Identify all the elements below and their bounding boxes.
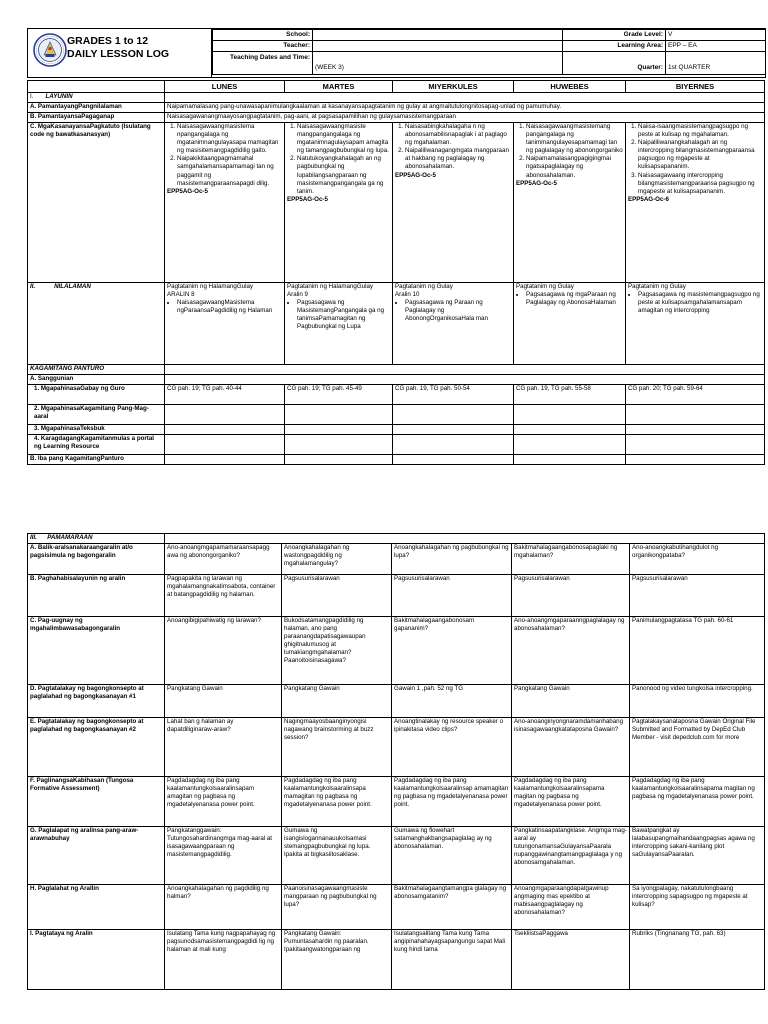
pamamaraan-number: III. — [30, 534, 37, 541]
table-cell[interactable]: Pagtalakaysanataposna Gawain Original File Submitted and Formatted by DepEd Club Member - visit depedclub.com for more — [630, 718, 765, 777]
talakayan-1-label: D. Pagtatalakay ng bagongkonsepto at paglalahad ng bagongkasanayan #1 — [28, 685, 165, 718]
table-cell[interactable]: Nagingmaayosbaanginyongisi nagawang brainstorming at buzz session? — [282, 718, 392, 777]
learning-area-label: Learning Area: — [563, 41, 666, 52]
kasanayan-item: 1. Naisasabingkahalagaha n ng abonosamabilisnapaglak i at paglago ng mgahalaman. — [405, 123, 511, 147]
table-cell[interactable]: Panonood ng video tungkolsa intercropping. — [630, 685, 765, 718]
competency-code: EPP5AG-Oc-5 — [287, 195, 328, 203]
sanggunian-blank — [165, 375, 765, 385]
gabay-guro-biyernes[interactable]: CG pah. 20; TG pah. 59-64 — [626, 385, 765, 405]
kasanayan-cell-huwebes[interactable] — [514, 123, 626, 283]
table-cell[interactable]: Anoangkahalagahan ng pagdidilig ng halman? — [165, 885, 282, 930]
layunin-ng-aralin-label: B. Paghahabisalayunin ng aralin — [28, 575, 165, 617]
kasanayan-item: 3. Naisasagawaang intercropping bilangmasistemangparaansa pagsugpo ng mgapeste at kulisapsapananim. — [638, 172, 762, 196]
grade-level-label: Grade Level: — [563, 30, 666, 41]
table-cell[interactable]: Ano-anoanginyongnaramdamanhabang isinasagawaangkatataposna Gawain? — [512, 718, 630, 777]
pamantayan-pagaganap-label: B. PamantayansaPagaganap — [28, 113, 165, 123]
table-cell[interactable]: Anoangibigipahiwatig ng larawan? — [165, 617, 282, 685]
nilalaman-heading — [28, 283, 165, 365]
form-title-line1: GRADES 1 to 12 — [67, 35, 149, 47]
gabay-guro-martes[interactable]: CG pah. 19; TG pah. 45-49 — [285, 385, 393, 405]
dll-header — [27, 28, 766, 78]
layunin-ng-aralin-row — [28, 575, 765, 617]
competency-code: EPP5AG-Oc-6 — [628, 195, 669, 203]
table-cell[interactable]: Panimulangpagtatasa TG pah. 60-61 — [630, 617, 765, 685]
teksbuk-label: 3. MgapahinasaTeksbuk — [28, 425, 165, 435]
gabay-guro-lunes[interactable]: CG pah. 19; TG pah. 40-44 — [165, 385, 285, 405]
paglalapat-row — [28, 827, 765, 885]
kasanayan-cell-biyernes[interactable] — [626, 123, 765, 283]
form-title-line2: DAILY LESSON LOG — [67, 48, 170, 60]
kabihasan-label: F. PaglinangsaKabihasan (Tungosa Formative Assessment) — [28, 777, 165, 827]
layunin-heading-row — [28, 93, 765, 103]
table-cell[interactable] — [165, 405, 285, 425]
kasanayan-label: C. MgaKasanayansaPagkatuto (Isulatang code ng bawatkasanasyan) — [28, 123, 165, 283]
paglalapat-label: G. Paglalapat ng aralinsa pang-araw-arawnabuhay — [28, 827, 165, 885]
kagamitang-mag-aaral-label: 2. MgapahinasaKagamitang Pang-Mag-aaral — [28, 405, 165, 425]
nilalaman-line: ARALIN 8 — [167, 291, 195, 299]
table-cell[interactable]: Lahat ban g halaman ay dapatdiliginaraw-araw? — [165, 718, 282, 777]
layunin-heading-blank — [165, 93, 765, 103]
table-cell[interactable]: Gumawa ng flowehart satamanghakbangsapaglalag ay ng abonosahalaman. — [392, 827, 512, 885]
nilalaman-cell-miyerkules[interactable] — [393, 283, 514, 365]
nilalaman-line: Pagtatanim ng Gulay — [516, 283, 574, 290]
table-cell[interactable] — [514, 405, 626, 425]
form-title — [67, 35, 169, 61]
day-header-huwebes: HUWEBES — [514, 81, 626, 93]
table-cell[interactable]: Ano-anoangmgapamamaraansapagg awa ng abonongorganiko? — [165, 544, 282, 575]
table-cell[interactable]: Ano-anoangkabutihangdulot ng organikongpataba? — [630, 544, 765, 575]
table-cell[interactable] — [514, 435, 626, 455]
kabihasan-row — [28, 777, 765, 827]
iba-pang-kagamitan-row — [28, 455, 765, 465]
table-cell[interactable]: Pagdadagdag ng iba pang kaalamantungkolsaaralinsapama magitan ng pagbasa ng mgadetalyenanasa power point. — [630, 777, 765, 827]
grade-level-value[interactable]: V — [666, 30, 766, 41]
nilalaman-cell-huwebes[interactable] — [514, 283, 626, 365]
table-cell[interactable]: Pagdadagdag ng iba pang kaalamantungkolsaaralinsap amamagitan ng pagbasa ng mgadetalyenanasa power point. — [392, 777, 512, 827]
table-cell[interactable]: Bakitmahalagaangtamangpa glalagay ng abonosamgatanim? — [392, 885, 512, 930]
balik-aral-row — [28, 544, 765, 575]
layunin-heading — [28, 93, 165, 103]
nilalaman-number: II. — [30, 283, 36, 290]
pamamaraan-title: PAMAMARAAN — [47, 534, 93, 541]
nilalaman-line: Pagtatanim ng HalamangGulay — [287, 283, 373, 290]
paglalahat-row — [28, 885, 765, 930]
gabay-guro-huwebes[interactable]: CG pah. 19, TG pah. 55-58 — [514, 385, 626, 405]
kasanayan-cell-martes[interactable] — [285, 123, 393, 283]
header-fields — [212, 29, 765, 77]
table-cell[interactable]: Pagdadagdag ng iba pang kaalamantungkolsaaralinsapam amagitan ng pagbasa ng mgadetalyenanasa power point. — [165, 777, 282, 827]
pag-uugnay-row — [28, 617, 765, 685]
paglalahat-label: H. Paglalahat ng Arallin — [28, 885, 165, 930]
school-field[interactable] — [313, 30, 563, 41]
day-header-miyerkules: MIYERKULES — [393, 81, 514, 93]
teacher-field[interactable] — [313, 41, 563, 52]
table-cell[interactable]: Gawain 1 ,pah. 52 ng TG — [392, 685, 512, 718]
table-cell[interactable]: Isulatang Tama kung nagpapahayag ng pagsunodsamasistemangpagdidi lig ng halaman at mali kung — [165, 930, 282, 990]
nilalaman-line: Aralin 10 — [395, 291, 420, 299]
table-cell[interactable]: Bukodsatamangpagdidilig ng halaman, ano pang paraanangdapatisagawaupan ghigitnalumusog at lumakiangmgahalaman? Paanoitoisinasagawa? — [282, 617, 392, 685]
competency-code: EPP5AG-Oc-5 — [516, 179, 557, 187]
kagamitang-mag-aaral-row — [28, 405, 765, 425]
pag-uugnay-label: C. Pag-uugnay ng mgahalimbawasabagongaralin — [28, 617, 165, 685]
pamamaraan-heading-blank — [165, 534, 765, 544]
kagamitan-heading-blank — [165, 365, 765, 375]
table-cell[interactable]: Pangkatang Gawain: Pumuntasahardin ng paaralan. Ipakitaangwatongparaan ng — [282, 930, 392, 990]
pamamaraan-heading — [28, 534, 165, 544]
table-cell[interactable]: Pangkatang Gawain — [282, 685, 392, 718]
kasanayan-item: 2. Naipakikitaangpagmamahal samgahalamansapamamagi tan ng paggamit ng masistemangparaansapagdi dilig. — [177, 155, 282, 187]
learning-area-value[interactable]: EPP – EA — [666, 41, 766, 52]
day-header-martes: MARTES — [285, 81, 393, 93]
pamamaraan-heading-row — [28, 534, 765, 544]
table-cell[interactable]: Pagsusurisalarawan — [630, 575, 765, 617]
pagtataya-row — [28, 930, 765, 990]
kasanayan-item: 1. Naiisa-isaangmasistemangpagsugpo ng peste at kulisap ng mgahalaman. — [638, 123, 762, 139]
kagamitan-heading-row — [28, 365, 765, 375]
kasanayan-item: 2. Naipamamalasangpagigingmai ngatsapaglalagay ng abonosahalaman. — [526, 155, 623, 179]
table-cell[interactable]: Pangkatang Gawain — [165, 685, 282, 718]
quarter-label: Quarter: — [563, 52, 666, 75]
table-cell[interactable]: Pagsusurisalarawan — [282, 575, 392, 617]
layunin-number: I. — [30, 93, 34, 100]
table-cell[interactable] — [285, 435, 393, 455]
table-cell[interactable] — [393, 425, 514, 435]
sanggunian-row — [28, 375, 765, 385]
kasanayan-list — [167, 123, 282, 188]
teksbuk-row — [28, 425, 765, 435]
table-cell[interactable]: Pagsusurisalarawan — [512, 575, 630, 617]
learning-resource-label: 4. KaragdagangKagamitanmulas a portal ng Learning Resource — [28, 435, 165, 455]
pamantayang-pangnilalaman-value[interactable]: Naipamamalasang pang-unawasapanimulangkaalaman at kasanayansapagtatanim ng gulay at angmaitutulongnitosapag-unlad ng pamumuhay. — [165, 103, 765, 113]
teaching-dates-label: Teaching Dates and Time: — [213, 52, 313, 75]
table-cell[interactable]: Ano-anoangmgaparaanngpaglalagay ng abonosahalaman? — [512, 617, 630, 685]
nilalaman-cell-martes[interactable] — [285, 283, 393, 365]
kagamitan-heading: KAGAMITANG PANTURO — [28, 365, 165, 375]
table-cell[interactable] — [514, 425, 626, 435]
pamantayan-pagaganap-value[interactable]: Naisasagawanangmaayosangpagtatanim, pag-aani, at pagsasapamilihan ng gulaysamasistemangparaan — [165, 113, 765, 123]
table-cell[interactable]: Gumawa ng isangislogannanauukolsamasi stemangpagbubungkal ng lupa. Ipakita at bigkasiitosaklase. — [282, 827, 392, 885]
table-cell[interactable]: Bakitmahalagaangabonosapaglaki ng mgahalaman? — [512, 544, 630, 575]
nilalaman-bullet: • Pagsasagawa ng Paraan ng Paglalagay ng AbonongOrganikosaHala man — [405, 299, 511, 323]
kasanayan-list — [516, 123, 623, 180]
school-label: School: — [213, 30, 313, 41]
day-header-corner — [28, 81, 165, 93]
nilalaman-bullets — [395, 299, 511, 323]
kasanayan-item: 2. Naipaliliwanagangmgata mangparaan at hakbang ng paglalagay ng abonosahalaman. — [405, 147, 511, 171]
table-cell[interactable] — [165, 425, 285, 435]
talakayan-1-row — [28, 685, 765, 718]
nilalaman-bullets — [167, 299, 282, 315]
nilalaman-bullet: • NaisasagawaangMasistema ngParaansaPagdidilig ng Halaman — [177, 299, 282, 315]
lesson-table-part2 — [27, 533, 765, 990]
learning-resource-row — [28, 435, 765, 455]
pamantayan-pagaganap-row — [28, 113, 765, 123]
table-cell[interactable]: Isulatangsalitang Tama kung Tama angipinahahayagsapangungu sapat Mali kung hindi tama — [392, 930, 512, 990]
balik-aral-label: A. Balik-aralsanakaraangaralin at/o pagsisimula ng bagongaralin — [28, 544, 165, 575]
table-cell[interactable]: Pagdadagdag ng iba pang kaalamantungkolsaaralinsapama magitan ng pagbasa ng mgadetalyenanasa power point. — [512, 777, 630, 827]
kasanayan-row — [28, 123, 765, 283]
table-cell[interactable] — [285, 425, 393, 435]
layunin-title: LAYUNIN — [45, 93, 73, 100]
kasanayan-list — [395, 123, 511, 172]
day-header-lunes: LUNES — [165, 81, 285, 93]
header-field-table — [212, 29, 766, 75]
table-cell[interactable] — [626, 455, 765, 465]
iba-pang-kagamitan-label: B. Iba pang KagamitangPanturo — [28, 455, 165, 465]
table-cell[interactable]: Bakitmahalagaangabonosam gapananim? — [392, 617, 512, 685]
kasanayan-cell-miyerkules[interactable] — [393, 123, 514, 283]
nilalaman-cell-biyernes[interactable] — [626, 283, 765, 365]
kasanayan-item: 1. Naisasagawaangmasiste mangpangangalaga ng mgatanimnagulaysapam amagita ng tamangpagbubungkal ng lupa. — [297, 123, 390, 155]
table-cell[interactable] — [285, 405, 393, 425]
competency-code: EPP5AG-Oc-5 — [395, 171, 436, 179]
nilalaman-line: Pagtatanim ng Gulay — [628, 283, 686, 290]
nilalaman-title: NILALAMAN — [54, 283, 91, 290]
nilalaman-cell-lunes[interactable] — [165, 283, 285, 365]
nilalaman-line: Aralin 9 — [287, 291, 308, 299]
kasanayan-cell-lunes[interactable] — [165, 123, 285, 283]
deped-seal-icon — [33, 33, 67, 67]
nilalaman-bullet: • Pagsasagawa ng MasistemangPangangala ga ng tanimsaPamamagitan ng Pagbubungkal ng Lupa — [297, 299, 390, 331]
table-cell[interactable]: Pangkatinsaapatangklase. Angmga mag-aaral ay tutungonamansaGulayansaPaarala nupanggawinangtamangpaglalaga y ng abonosamgahalaman. — [512, 827, 630, 885]
table-cell[interactable]: Anoangmgaparaangdapatgawinup angmaging mas epektibo at mabisaangpaglalagay ng abonosahalaman? — [512, 885, 630, 930]
table-cell[interactable]: Bawatpangkat ay lalabasupangmaihandaangpagsas agawa ng intercropping sakani-kanilang plot saGulayansaPaaralan. — [630, 827, 765, 885]
table-cell[interactable] — [393, 455, 514, 465]
kasanayan-list — [628, 123, 762, 196]
teacher-label: Teacher: — [213, 41, 313, 52]
table-cell[interactable]: Anoangkahalagahan ng pagbubungkal ng lupa? — [392, 544, 512, 575]
header-title-block — [28, 29, 212, 77]
gabay-guro-label: 1. MgapahinasaGabay ng Guro — [28, 385, 165, 405]
quarter-value[interactable]: 1st QUARTER — [666, 52, 766, 75]
pagtataya-label: I. Pagtataya ng Aralin — [28, 930, 165, 990]
table-cell[interactable] — [626, 435, 765, 455]
table-cell[interactable]: Pangkatang Gawain — [512, 685, 630, 718]
table-cell[interactable] — [514, 455, 626, 465]
table-cell[interactable] — [626, 405, 765, 425]
table-cell[interactable]: TsekliistsaPaggawa — [512, 930, 630, 990]
table-cell[interactable]: Anoangtinalakay ng resource speaker o ipinakitasa video clips? — [392, 718, 512, 777]
table-cell[interactable]: Pagpapakita ng larawan ng mgahalamangnakatimsabota, container at batangpagdidilig ng halaman. — [165, 575, 282, 617]
pamantayang-pangnilalaman-label: A. PamantayangPangnilalaman — [28, 103, 165, 113]
day-header-biyernes: BIYERNES — [626, 81, 765, 93]
kasanayan-item: 2. Naipaliliwanangkahalagah an ng intercropping bilangmasistemangparaansa pagsugpo ng mgapeste at kulisapsapananim. — [638, 139, 762, 171]
nilalaman-line: Pagtatanim ng HalamangGulay — [167, 283, 253, 290]
kasanayan-list — [287, 123, 390, 196]
table-cell[interactable] — [165, 455, 285, 465]
nilalaman-bullets — [287, 299, 390, 331]
talakayan-2-label: E. Pagtatalakay ng bagongkonsepto at paglalahad ng bagongkasanayan #2 — [28, 718, 165, 777]
sanggunian-label: A. Sanggunian — [28, 375, 165, 385]
nilalaman-row — [28, 283, 765, 365]
table-cell[interactable]: Pagsusurisalarawan — [392, 575, 512, 617]
gabay-guro-row — [28, 385, 765, 405]
table-cell[interactable]: Pagdadagdag ng iba pang kaalamantungkolsaaralinsapa mamagitan ng pagbasa ng mgadetalyenanasa power point. — [282, 777, 392, 827]
nilalaman-bullets — [516, 291, 623, 307]
table-cell[interactable] — [165, 435, 285, 455]
table-cell[interactable] — [626, 425, 765, 435]
teaching-dates-value[interactable]: (WEEK 3) — [313, 52, 563, 75]
competency-code: EPP5AG-Oc-5 — [167, 187, 208, 195]
gabay-guro-miyerkules[interactable]: CG pah. 19, TG pah. 50-54 — [393, 385, 514, 405]
table-cell[interactable] — [393, 435, 514, 455]
nilalaman-bullet: • Pagsasagawa ng masistemangpagsugpo ng peste at kulisapsamgahalamansapam amagitan ng intercropping — [638, 291, 762, 315]
nilalaman-bullet: • Pagsasagawa ng mgaParaan ng Paglalagay ng AbonosaHalaman — [526, 291, 623, 307]
day-header-row — [28, 81, 765, 93]
table-cell[interactable] — [393, 405, 514, 425]
kasanayan-item: 1. Naisasagawaangmasistema npangangalaga ng mgatanimnangulayasapa mamagitan ng masisitemangpagdidilig gaito. — [177, 123, 282, 155]
table-cell[interactable]: Paanoisinasagawaangmasiste mangparaan ng pagbubungkal ng lupa? — [282, 885, 392, 930]
table-cell[interactable]: Rubriks (Tingnanang TG, pah. 63) — [630, 930, 765, 990]
kasanayan-item: 2. Natutukoyangkahalagah an ng pagbubungkal ng lupabilangsangparaan ng masistemangpangangala ga ng tanim. — [297, 155, 390, 195]
kasanayan-item: 1. Naisasagawaangmasistemang pangangalaga ng tanimmangulayesapamamagi tan ng paglalagay ng abonongorganiko — [526, 123, 623, 155]
lesson-table-part1 — [27, 80, 765, 465]
nilalaman-bullets — [628, 291, 762, 315]
nilalaman-line: Pagtatanim ng Gulay — [395, 283, 453, 290]
pamantayang-pangnilalaman-row — [28, 103, 765, 113]
table-cell[interactable]: Anoangkahalagahan ng wastongpagdidilig ng mgahalamangulay? — [282, 544, 392, 575]
talakayan-2-row — [28, 718, 765, 777]
table-cell[interactable]: Pangkatanggawain: Tutungosahardinangmga mag-aaral at isasagawaangparaan ng masistemangpagdidilig. — [165, 827, 282, 885]
table-cell[interactable]: Sa iyongpalagay, nakatutulongbaang intercropping sapagsugpo ng mgapeste at kulisap? — [630, 885, 765, 930]
table-cell[interactable] — [285, 455, 393, 465]
